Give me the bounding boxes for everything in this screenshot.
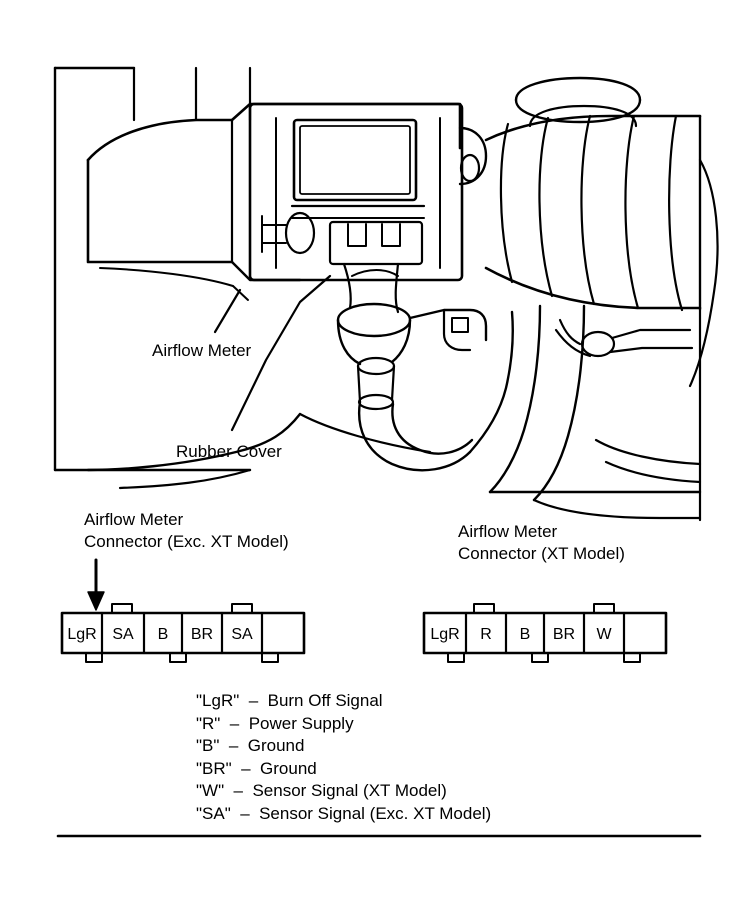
pin-label: BR — [552, 626, 576, 643]
pin-legend — [196, 690, 491, 825]
legend-item: "W" – Sensor Signal (XT Model) — [196, 781, 447, 800]
pin-label: B — [157, 626, 169, 643]
pin-label: SA — [231, 626, 253, 643]
pin-label: B — [519, 626, 531, 643]
pin-label: LgR — [67, 626, 97, 643]
callout-rubber-cover: Rubber Cover — [176, 442, 282, 461]
connector-exc-xt-pin-labels — [67, 626, 253, 643]
pin-label: R — [480, 626, 492, 643]
connector-xt-title-line1: Airflow Meter — [458, 522, 558, 541]
callout-airflow-meter: Airflow Meter — [152, 341, 252, 360]
connector-xt-graphic — [424, 604, 666, 662]
legend-item: "R" – Power Supply — [196, 713, 354, 733]
legend-item: "SA" – Sensor Signal (Exc. XT Model) — [196, 803, 492, 823]
legend-item: "B" – Ground — [196, 736, 305, 755]
connector-exc-xt-title-line1: Airflow Meter — [84, 510, 184, 529]
legend-item: "LgR" – Burn Off Signal — [196, 691, 383, 710]
pin-label: LgR — [430, 626, 460, 643]
connector-exc-xt-title-line2: Connector (Exc. XT Model) — [84, 532, 289, 551]
connector-xt-pin-labels — [430, 626, 612, 643]
pin-label: SA — [112, 626, 134, 643]
pin-label: BR — [190, 626, 214, 643]
connector-xt-title-line2: Connector (XT Model) — [458, 544, 625, 563]
legend-item: "BR" – Ground — [196, 758, 317, 778]
connector-exc-xt-graphic — [62, 560, 304, 662]
pin-label: W — [596, 626, 612, 643]
illustration-airflow-meter — [55, 68, 718, 520]
